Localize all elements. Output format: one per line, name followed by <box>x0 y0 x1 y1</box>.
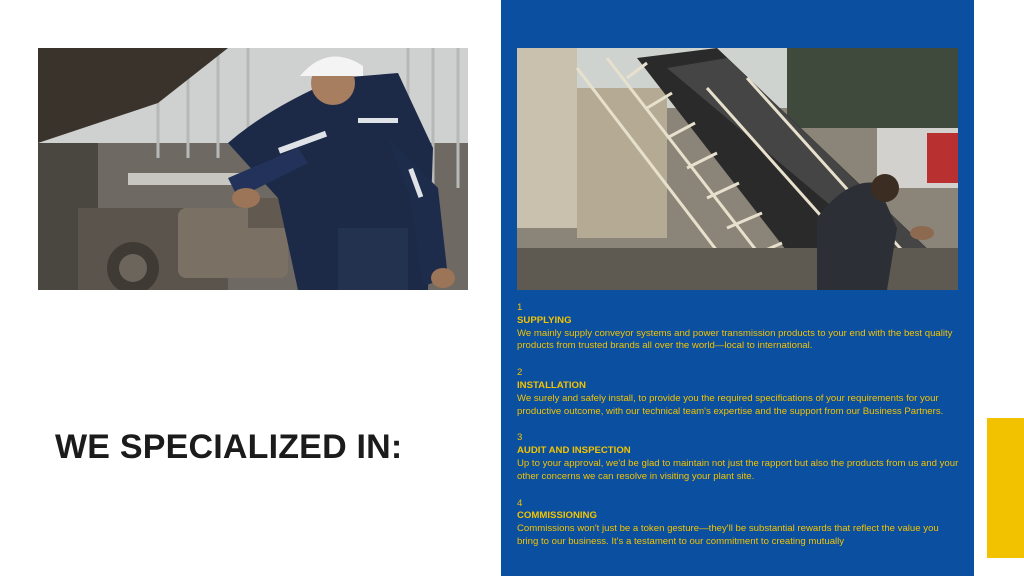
service-title: SUPPLYING <box>517 314 572 326</box>
conveyor-belt-installation-photo <box>517 48 958 290</box>
service-description: Up to your approval, we'd be glad to maintain not just the rapport but also the products from us and your other concerns we can resolve in visiting your plant site. <box>517 457 959 482</box>
service-item-audit-inspection <box>517 432 962 483</box>
service-number: 1 <box>517 302 523 313</box>
service-item-commissioning <box>517 498 962 549</box>
yellow-accent-bar <box>987 418 1024 558</box>
service-description: Commissions won't just be a token gesture—they'll be substantial rewards that reflect the value you bring to our business. It's a testament to our commitment to creating mutually <box>517 523 939 547</box>
service-number: 3 <box>517 432 523 444</box>
worker-inspecting-gear-motor-photo <box>38 48 468 290</box>
service-description: We mainly supply conveyor systems and power transmission products to your end with the best quality products from trusted brands all over the world—local to international. <box>517 327 953 352</box>
service-title: AUDIT AND INSPECTION <box>517 445 631 457</box>
service-item-installation <box>517 367 962 418</box>
service-description: We surely and safely install, to provide you the required specifications of your requirements for your productive outcome, with our technical team's expertise and the support from our Business Partners. <box>517 392 944 417</box>
service-number: 2 <box>517 367 523 379</box>
service-item-supplying <box>517 302 962 353</box>
service-number: 4 <box>517 497 523 509</box>
page-title: WE SPECIALIZED IN: <box>55 428 403 466</box>
services-list <box>517 302 962 549</box>
service-title: INSTALLATION <box>517 379 586 391</box>
service-title: COMMISSIONING <box>517 510 597 522</box>
